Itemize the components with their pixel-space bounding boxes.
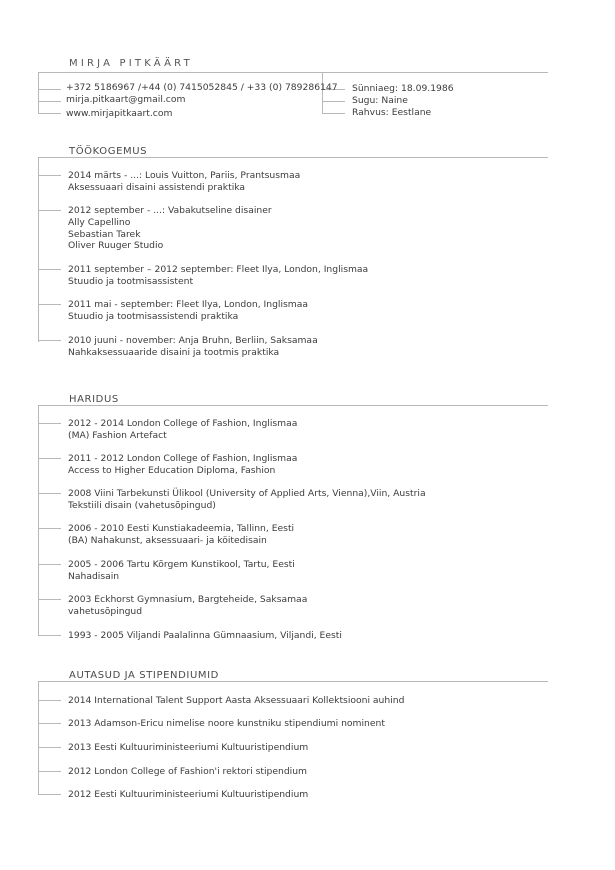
experience-entry-title: 2014 märts - ...: Louis Vuitton, Pariis, Prantsusmaa bbox=[68, 170, 301, 181]
education-rail bbox=[38, 405, 39, 636]
award-entry-title: 2012 Eesti Kultuuriministeeriumi Kultuuristipendium bbox=[68, 789, 309, 800]
award-tick bbox=[38, 723, 61, 724]
personal-tick bbox=[322, 101, 345, 102]
contact-phone: +372 5186967 /+44 (0) 7415052845 / +33 (0) 789286147 bbox=[66, 82, 338, 93]
education-entry-detail: (MA) Fashion Artefact bbox=[68, 429, 167, 441]
experience-entry-title: 2010 juuni - november: Anja Bruhn, Berliin, Saksamaa bbox=[68, 335, 318, 346]
contact-tick bbox=[38, 101, 61, 102]
personal-nationality: Rahvus: Eestlane bbox=[352, 107, 432, 118]
award-tick bbox=[38, 747, 61, 748]
contact-tick bbox=[38, 89, 61, 90]
award-entry-title: 2013 Eesti Kultuuriministeeriumi Kultuuristipendium bbox=[68, 742, 309, 753]
education-entry-detail: vahetusõpingud bbox=[68, 605, 143, 617]
experience-tick bbox=[38, 304, 61, 305]
awards-rail bbox=[38, 681, 39, 795]
award-entry-title: 2014 International Talent Support Aasta Aksessuaari Kollektsiooni auhind bbox=[68, 695, 405, 706]
education-entry-title: 2008 Viini Tarbekunsti Ülikool (University of Applied Arts, Vienna),Viin, Austria bbox=[68, 488, 426, 499]
header-rule bbox=[38, 72, 548, 73]
education-entry-title: 2011 - 2012 London College of Fashion, Inglismaa bbox=[68, 453, 298, 464]
experience-entry-detail: Aksessuaari disaini assistendi praktika bbox=[68, 181, 246, 193]
experience-tick bbox=[38, 340, 61, 341]
award-tick bbox=[38, 700, 61, 701]
education-entry-title: 2012 - 2014 London College of Fashion, Inglismaa bbox=[68, 418, 298, 429]
education-entry-title: 1993 - 2005 Viljandi Paalalinna Gümnaasium, Viljandi, Eesti bbox=[68, 630, 342, 641]
education-tick bbox=[38, 528, 61, 529]
person-name: MIRJA PITKÄÄRT bbox=[69, 58, 193, 69]
experience-entry-title: 2011 mai - september: Fleet Ilya, London, Inglismaa bbox=[68, 299, 309, 310]
education-tick bbox=[38, 493, 61, 494]
contact-website[interactable]: www.mirjapitkaart.com bbox=[66, 108, 173, 119]
experience-entry-detail: Nahkaksessuaaride disaini ja tootmis praktika bbox=[68, 346, 280, 358]
experience-entry-detail: Stuudio ja tootmisassistent bbox=[68, 275, 194, 287]
education-entry-title: 2006 - 2010 Eesti Kunstiakadeemia, Tallinn, Eesti bbox=[68, 523, 295, 534]
education-entry-detail: Nahadisain bbox=[68, 570, 120, 582]
contact-email[interactable]: mirja.pitkaart@gmail.com bbox=[66, 94, 186, 105]
education-tick bbox=[38, 564, 61, 565]
experience-heading: TÖÖKOGEMUS bbox=[69, 146, 148, 157]
experience-entry-title: 2011 september – 2012 september: Fleet Ilya, London, Inglismaa bbox=[68, 264, 369, 275]
education-tick bbox=[38, 458, 61, 459]
experience-entry-detail: Ally Capellino bbox=[68, 216, 131, 228]
award-entry-title: 2012 London College of Fashion'i rektori stipendium bbox=[68, 766, 307, 777]
education-tick bbox=[38, 599, 61, 600]
personal-gender: Sugu: Naine bbox=[352, 95, 408, 106]
experience-tick bbox=[38, 175, 61, 176]
award-tick bbox=[38, 794, 61, 795]
award-tick bbox=[38, 771, 61, 772]
header-left-rail bbox=[38, 72, 39, 114]
personal-tick bbox=[322, 113, 345, 114]
experience-tick bbox=[38, 269, 61, 270]
education-tick bbox=[38, 423, 61, 424]
education-entry-detail: (BA) Nahakunst, aksessuaari- ja köitedisain bbox=[68, 534, 267, 546]
awards-rule bbox=[38, 681, 548, 682]
education-entry-detail: Access to Higher Education Diploma, Fashion bbox=[68, 464, 276, 476]
experience-entry-title: 2012 september - ...: Vabakutseline disainer bbox=[68, 205, 272, 216]
education-rule bbox=[38, 405, 548, 406]
education-heading: HARIDUS bbox=[69, 394, 119, 405]
awards-heading: AUTASUD JA STIPENDIUMID bbox=[69, 670, 219, 681]
education-entry-title: 2003 Eckhorst Gymnasium, Bargteheide, Saksamaa bbox=[68, 594, 308, 605]
experience-entry-detail: Sebastian Tarek bbox=[68, 228, 141, 240]
contact-tick bbox=[38, 113, 61, 114]
personal-birthdate: Sünniaeg: 18.09.1986 bbox=[352, 83, 454, 94]
experience-entry-detail: Oliver Ruuger Studio bbox=[68, 240, 164, 252]
experience-tick bbox=[38, 210, 61, 211]
education-entry-detail: Tekstiili disain (vahetusõpingud) bbox=[68, 499, 216, 511]
experience-entry-detail: Stuudio ja tootmisassistendi praktika bbox=[68, 310, 239, 322]
experience-rule bbox=[38, 157, 548, 158]
education-tick bbox=[38, 635, 61, 636]
education-entry-title: 2005 - 2006 Tartu Kõrgem Kunstikool, Tartu, Eesti bbox=[68, 559, 295, 570]
award-entry-title: 2013 Adamson-Ericu nimelise noore kunstniku stipendiumi nominent bbox=[68, 718, 385, 729]
experience-rail bbox=[38, 157, 39, 342]
